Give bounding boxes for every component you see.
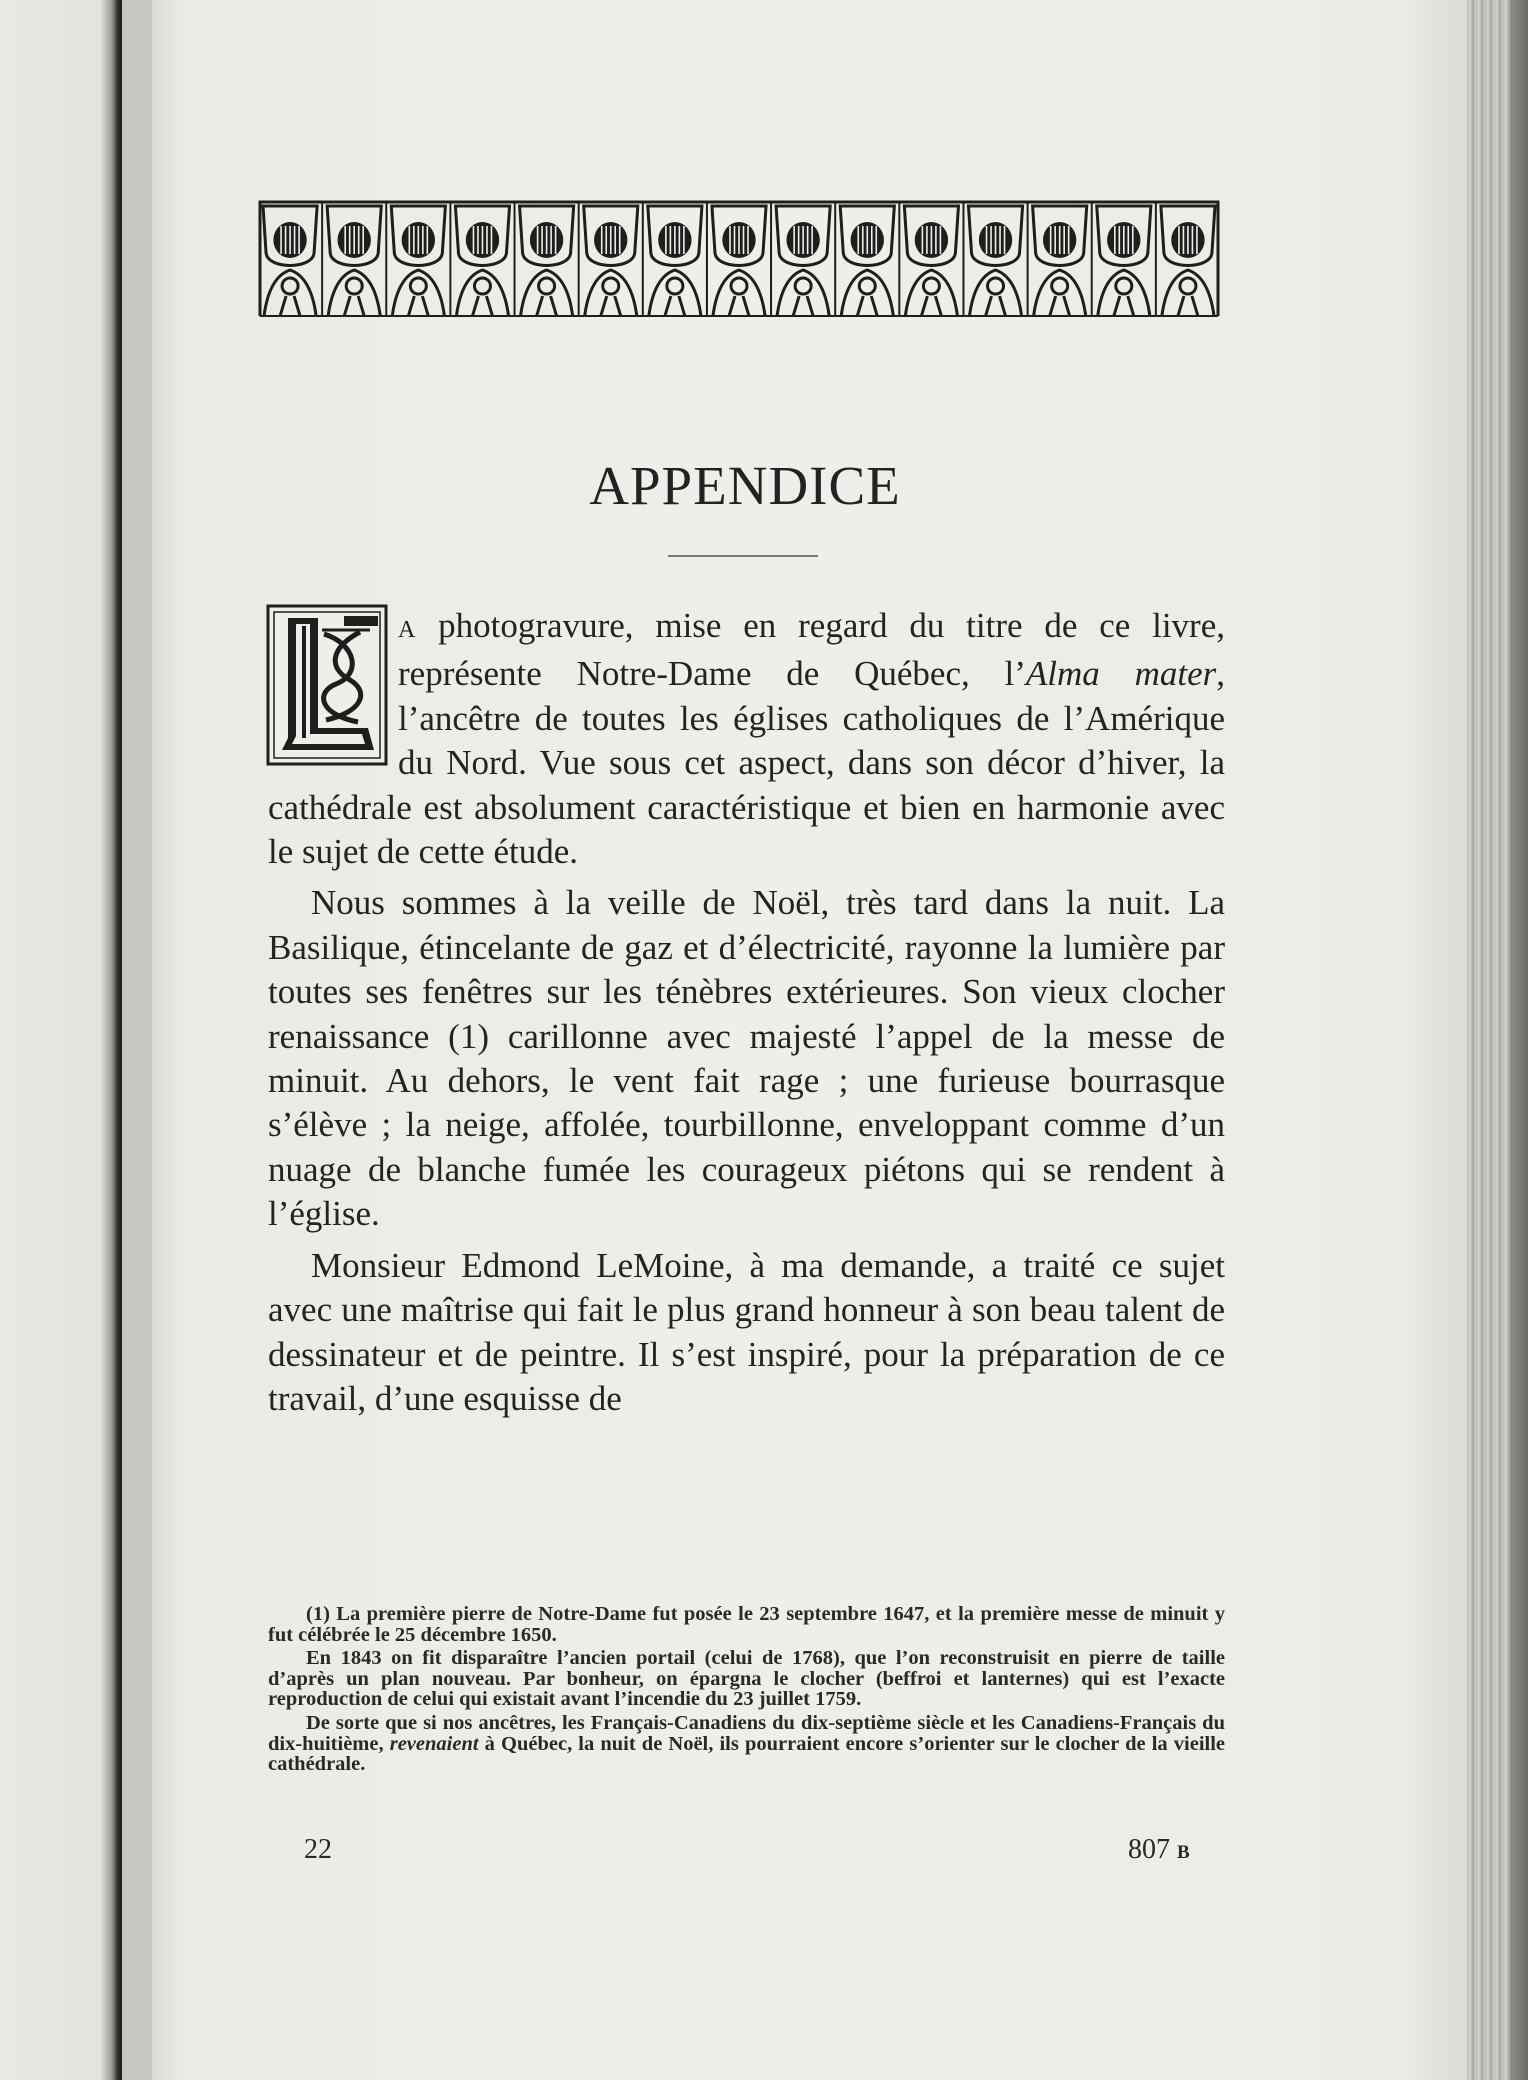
book-cover-edge — [1510, 0, 1528, 2080]
signature-letter: B — [1177, 1842, 1190, 1863]
footnote-3 — [268, 1713, 1225, 1775]
lead-smallcaps: A — [398, 617, 417, 643]
paragraph-1 — [268, 604, 1225, 874]
paragraph-2: Nous sommes à la veille de Noël, très tard dans la nuit. La Basilique, étincelante de gaz et d’électricité, rayonne la lumière par toutes ses fenêtres sur les ténèbres extérieures. Son vieux clocher renaissance (1) carillonne avec majesté l’appel de la messe de minuit. Au dehors, le vent fait rage ; une furieuse bourrasque s’élève ; la neige, affolée, tourbillonne, enveloppant comme d’un nuage de blanche fumée les courageux piétons qui se rendent à l’église. — [268, 883, 1225, 1234]
frieze-motif — [579, 202, 638, 316]
footnotes — [268, 1604, 1225, 1775]
frieze-motif — [263, 206, 317, 316]
paragraph-1-italic: Alma mater — [1025, 654, 1217, 694]
paragraph-1-text-a: photogravure, mise en regard du titre de ce livre, représente Notre-Dame de Québec, l’ — [398, 606, 1225, 694]
frieze-motif — [450, 202, 509, 316]
footnote-2: En 1843 on fit disparaître l’ancien portail (celui de 1768), que l’on reconstruisit en pierre de taille d’après un plan nouveau. Par bonheur, on épargna le clocher (beffroi et lanternes) qui est l’exacte reproduction de celui qui existait avant l’incendie du 23 juillet 1759. — [268, 1647, 1225, 1711]
frieze-motif — [835, 202, 894, 316]
frieze-motif — [1156, 202, 1215, 316]
ornamental-frieze-icon — [258, 200, 1220, 318]
footnote-1: (1) La première pierre de Notre-Dame fut posée le 23 septembre 1647, et la première messe de minuit y fut célébrée le 25 décembre 1650. — [268, 1603, 1225, 1646]
page-title: APPENDICE — [589, 455, 901, 516]
dropcap-l-icon — [266, 604, 388, 766]
signature-number: 807 — [1128, 1834, 1170, 1865]
frieze-motif — [771, 202, 830, 316]
frieze-motif — [515, 202, 574, 316]
frieze-motif — [386, 202, 445, 316]
paragraph-3: Monsieur Edmond LeMoine, à ma demande, a traité ce sujet avec une maîtrise qui fait le plus grand honneur à son beau talent de dessinateur et de peintre. Il s’est inspiré, pour la préparation de ce travail, d’une esquisse de — [268, 1245, 1225, 1418]
signature-mark — [1128, 1834, 1190, 1866]
title-rule — [668, 555, 818, 557]
footnote-3-italic: revenaient — [389, 1732, 479, 1755]
frieze-motif — [899, 202, 958, 316]
frieze-motif — [707, 202, 766, 316]
frieze-motif — [1092, 202, 1151, 316]
body-text — [268, 604, 1225, 1421]
frieze-motif — [963, 202, 1022, 316]
frieze-motif — [1028, 202, 1087, 316]
frieze-motif — [643, 202, 702, 316]
footnote-3-text-a: De sorte que si nos ancêtres, les Français-Canadiens du dix-septième siècle et les Canadiens-Français du dix-huitième, — [268, 1711, 1225, 1755]
footnote-3-text-b: à Québec, la nuit de Noël, ils pourraient encore s’orienter sur le clocher de la vieille cathédrale. — [268, 1732, 1226, 1776]
book-spine-left — [0, 0, 122, 2080]
page-number: 22 — [304, 1834, 332, 1865]
paragraph-1-text-b: , l’ancêtre de toutes les églises catholiques de l’Amérique du Nord. Vue sous cet aspect, dans son décor d’hiver, la cathédrale est absolument caractéristique et bien en harmonie avec le sujet de cette étude. — [268, 654, 1225, 872]
frieze-motif — [322, 202, 381, 316]
